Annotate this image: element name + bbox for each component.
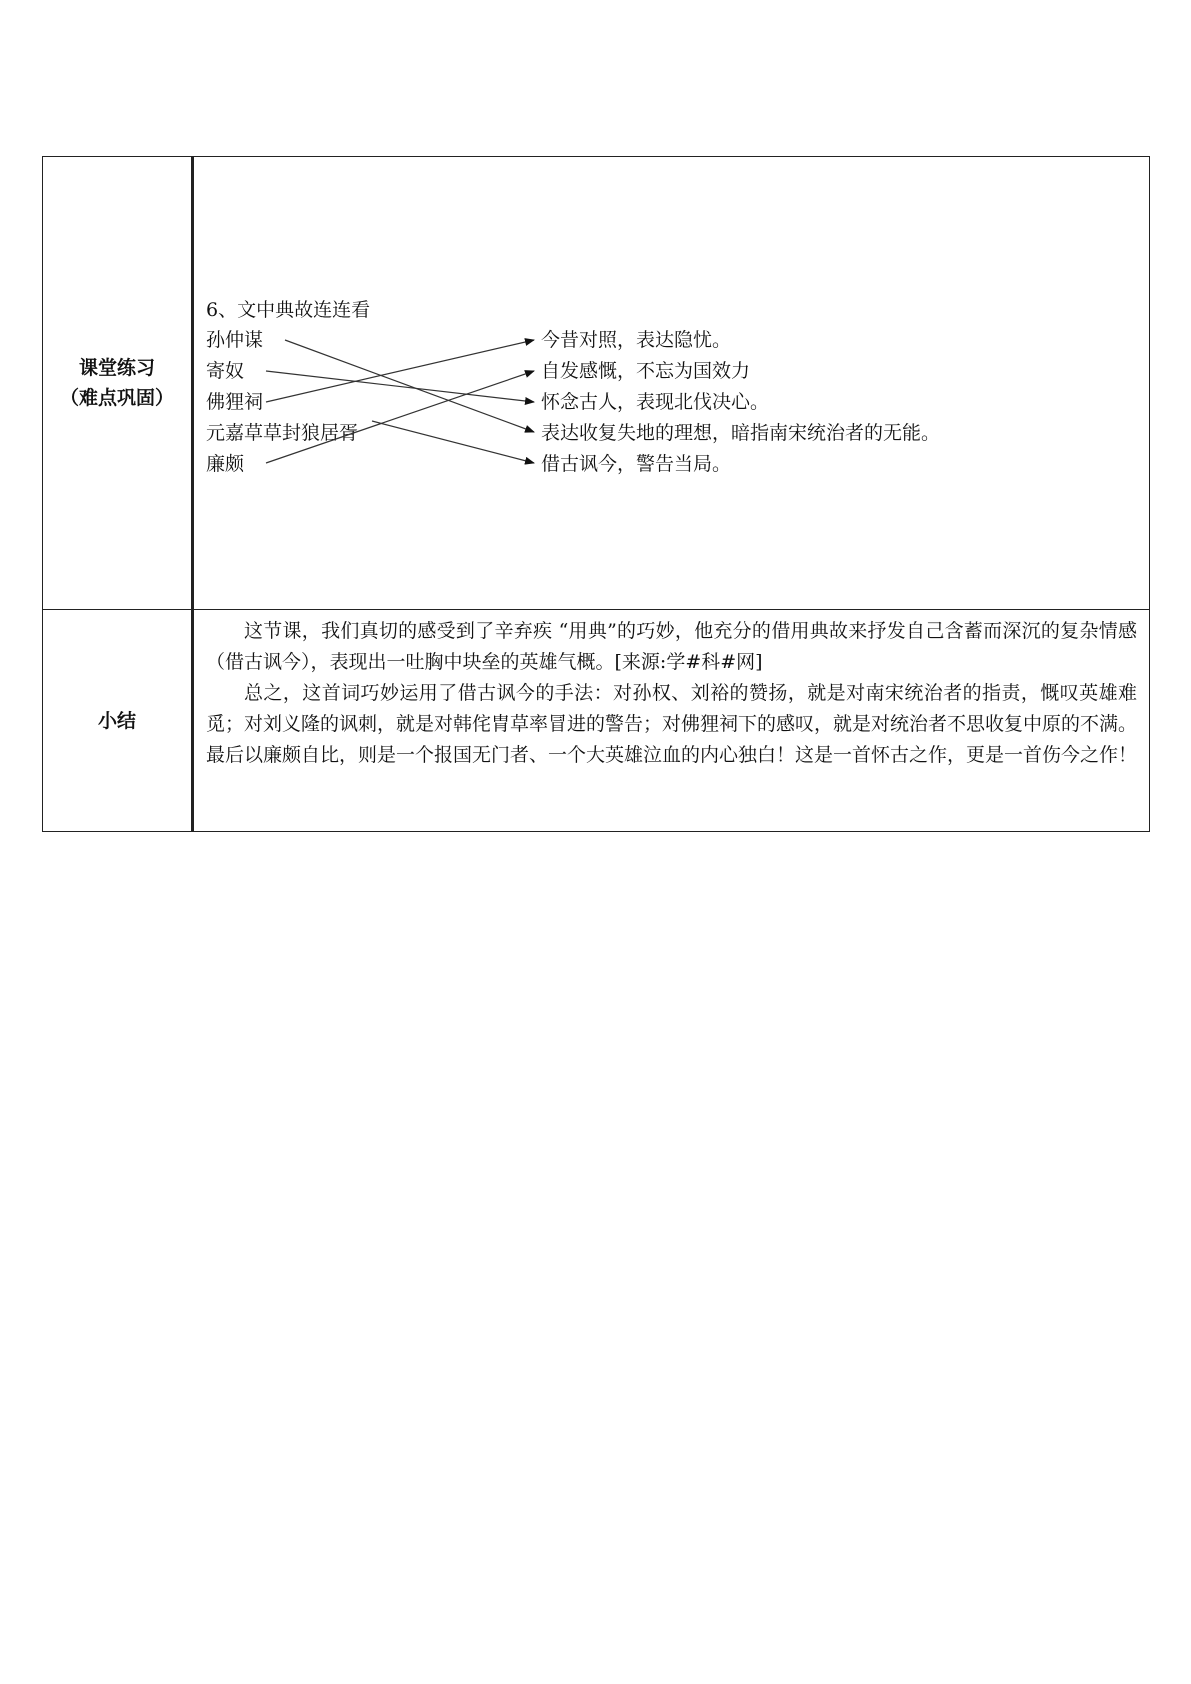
right-item-2: 自发感慨，不忘为国效力 bbox=[541, 360, 751, 382]
match-line-jinu bbox=[266, 371, 534, 402]
practice-label-cell bbox=[43, 157, 193, 610]
summary-content-cell bbox=[193, 610, 1150, 832]
summary-paragraph-1: 这节课，我们真切的感受到了辛弃疾 “用典”的巧妙，他充分的借用典故来抒发自己含蓄而深沉的复杂情感（借古讽今），表现出一吐胸中块垒的英雄气概。[来源:学#科#网] bbox=[206, 620, 1137, 673]
practice-label-line2: （难点巩固） bbox=[59, 387, 174, 409]
left-item-yuanjia: 元嘉草草封狼居胥 bbox=[206, 422, 359, 444]
practice-label bbox=[43, 353, 191, 413]
summary-text bbox=[194, 610, 1149, 771]
match-line-folici bbox=[266, 340, 534, 402]
left-item-sun-zhongmou: 孙仲谋 bbox=[206, 329, 264, 351]
right-item-5: 借古讽今，警告当局。 bbox=[541, 453, 732, 475]
summary-paragraph-2: 总之，这首词巧妙运用了借古讽今的手法：对孙权、刘裕的赞扬，就是对南宋统治者的指责，慨叹英雄难觅；对刘义隆的讽刺，就是对韩侘胄草率冒进的警告；对佛狸祠下的感叹，就是对统治者不思收复中原的不满。最后以廉颇自比，则是一个报国无门者、一个大英雄泣血的内心独白！这是一首怀古之作，更是一首伤今之作！ bbox=[206, 682, 1138, 766]
left-item-lianpo: 廉颇 bbox=[206, 453, 245, 475]
matching-exercise bbox=[194, 157, 1149, 609]
summary-label-cell bbox=[43, 610, 193, 832]
left-item-folici: 佛狸祠 bbox=[206, 391, 264, 413]
match-line-yuanjia bbox=[372, 421, 534, 463]
right-item-4: 表达收复失地的理想，暗指南宋统治者的无能。 bbox=[541, 422, 941, 444]
lesson-table bbox=[42, 156, 1150, 832]
match-lines bbox=[194, 157, 1149, 609]
practice-label-line1: 课堂练习 bbox=[78, 357, 155, 379]
practice-content-cell bbox=[193, 157, 1150, 610]
match-line-sun-zhongmou bbox=[285, 340, 534, 432]
right-item-3: 怀念古人，表现北伐决心。 bbox=[541, 391, 770, 413]
left-item-jinu: 寄奴 bbox=[206, 360, 245, 382]
right-item-1: 今昔对照，表达隐忧。 bbox=[541, 329, 732, 351]
summary-row bbox=[43, 610, 1150, 832]
exercise-title: 6、文中典故连连看 bbox=[206, 299, 371, 321]
summary-label: 小结 bbox=[97, 709, 136, 732]
practice-row bbox=[43, 157, 1150, 610]
